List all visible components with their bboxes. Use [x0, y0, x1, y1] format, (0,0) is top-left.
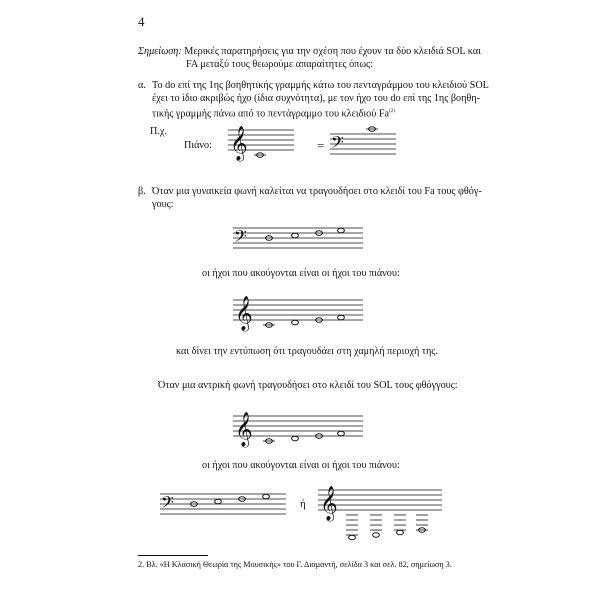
section-a-line-3-text: τικής γραμμής πάνω από το πεντάγραμμο του κλειδιού Fa [152, 108, 390, 120]
section-b-marker: β. [138, 186, 146, 197]
note-line-2: FA μεταξύ τους θεωρούμε απαραίτητες όπως: [186, 59, 373, 70]
note-head [292, 320, 299, 325]
page-number: 4 [138, 14, 145, 29]
bass-clef-icon: 𝄢 [161, 492, 174, 516]
section-a-line-1: Το do επί της 1ης βοηθητικής γραμμής κάτω του πενταγράμμου του κλειδιού SOL [152, 80, 489, 91]
note-head [292, 436, 299, 441]
caption-2: και δίνει την εντύπωση ότι τραγουδάει στη χαμηλή περιοχή της. [176, 346, 438, 357]
bass-staff-piano-2 [160, 490, 286, 520]
treble-clef-icon: 𝄞 [235, 412, 253, 447]
treble-staff-piano-3 [318, 480, 442, 550]
treble-clef-icon: 𝄞 [230, 126, 248, 161]
caption-3: Όταν μια αντρική φωνή τραγουδήσει στο κλειδί του SOL τους φθόγγους: [158, 380, 458, 391]
note-head [338, 431, 345, 436]
equals-sign: = [317, 138, 325, 153]
note-head [338, 315, 345, 320]
bass-clef-icon: 𝄢 [234, 226, 247, 250]
section-a-line-2: έχει το ίδιο ακριβώς ήχο (ίδια συχνότητα), με τον ήχο του do επί της 1ης βοηθη- [152, 93, 481, 104]
note-line-1 [138, 46, 481, 58]
bass-staff-women [233, 222, 363, 252]
treble-staff-piano-1 [233, 292, 363, 336]
staff-lines [160, 494, 286, 514]
note-head [263, 494, 270, 499]
section-b-line-2: γους: [152, 199, 174, 210]
note-head [338, 228, 345, 233]
note-head [373, 533, 380, 538]
note-label: Σημείωση: [138, 46, 182, 57]
example-label: Π.χ. [150, 126, 167, 137]
section-a-marker: α. [138, 80, 146, 91]
note-head [397, 530, 404, 535]
note-head [349, 535, 356, 540]
treble-staff-men [233, 408, 363, 452]
staff-lines [233, 228, 363, 248]
footnote-rule [138, 555, 208, 556]
or-label: ή [300, 498, 306, 510]
piano-label: Πιάνο: [184, 140, 212, 151]
bass-clef-icon: 𝄢 [331, 132, 344, 156]
section-a-line-3 [152, 106, 395, 120]
note-head [215, 499, 222, 504]
caption-4: οι ήχοι που ακούγονται είναι οι ήχοι του πιάνου: [202, 460, 400, 471]
note-head [292, 233, 299, 238]
footnote-reference: (2) [389, 109, 395, 114]
treble-clef-icon: 𝄞 [320, 486, 338, 521]
treble-clef-icon: 𝄞 [235, 296, 253, 331]
bass-staff-example-a [330, 120, 396, 160]
treble-staff-example-a [228, 124, 294, 166]
footnote: 2. Βλ. «Η Κλασική Θεωρία της Μουσικής» του Γ. Διαμαντή, σελίδα 3 και σελ. 82, σημείωση 3. [138, 560, 452, 569]
ledger-lines [346, 515, 428, 535]
section-b-line-1: Όταν μια γυναικεία φωνή καλείται να τραγουδήσει στο κλειδί του Fa τους φθόγ- [152, 186, 482, 197]
note-text-1: Μερικές παρατηρήσεις για την σχέση που έχουν τα δύο κλειδιά SOL και [184, 46, 481, 57]
caption-1: οι ήχοι που ακούγονται είναι οι ήχοι του πιάνου: [202, 268, 400, 279]
